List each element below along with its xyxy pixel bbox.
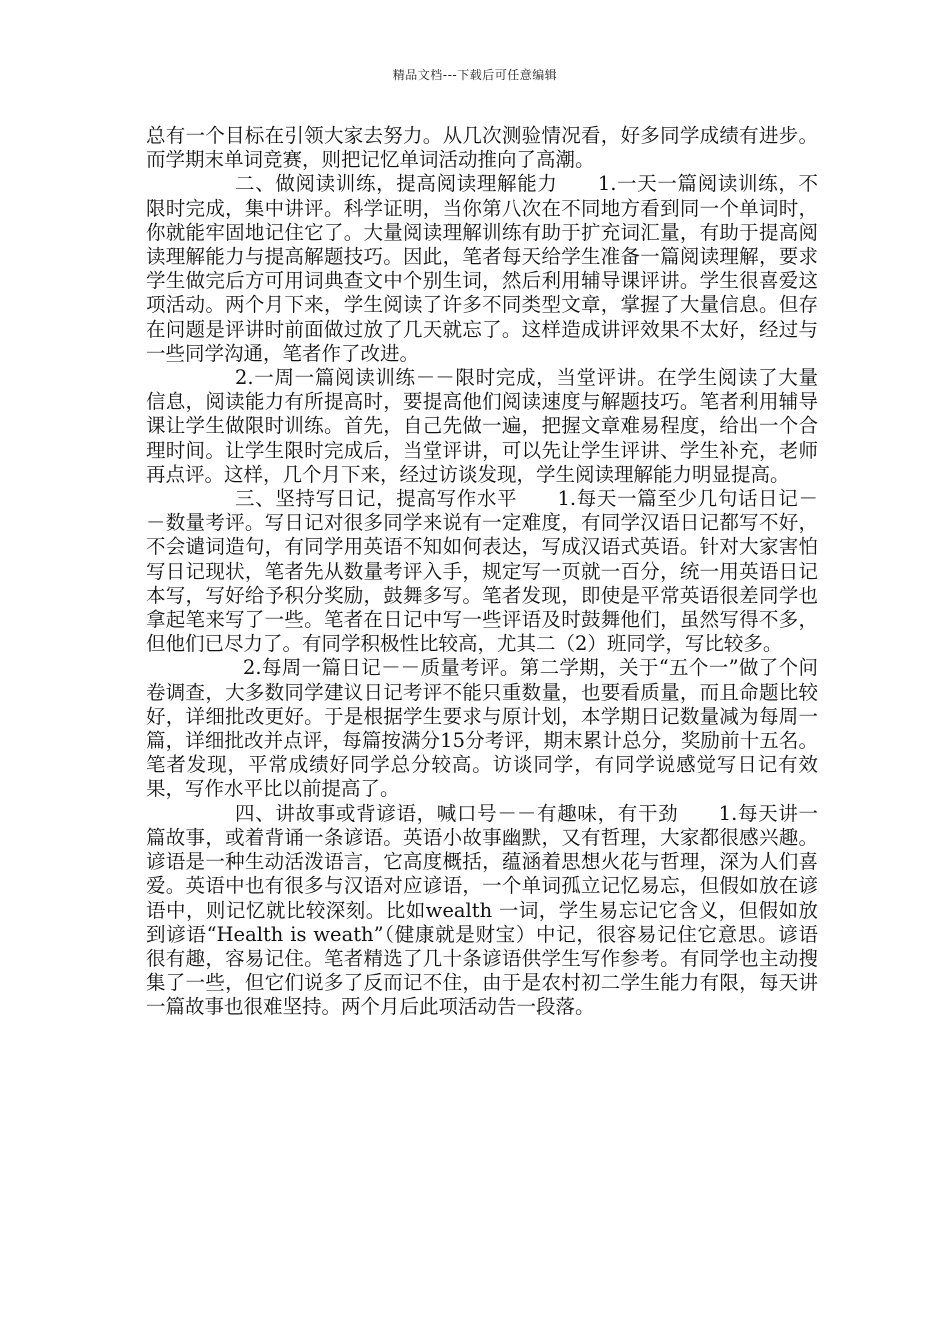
- paragraph-weekly-reading: 2.一周一篇阅读训练－－限时完成，当堂评讲。在学生阅读了大量信息，阅读能力有所提高时，要提高他们阅读速度与解题技巧。笔者利用辅导课让学生做限时训练。首先，自己先做一遍，把握文章难易程度，给出一个合理时间。让学生限时完成后，当堂评讲，可以先让学生评讲、学生补充，老师再点评。这样，几个月下来，经过访谈发现，学生阅读理解能力明显提高。: [146, 366, 818, 486]
- paragraph-weekly-diary: 2.每周一篇日记－－质量考评。第二学期，关于“五个一”做了个问卷调查，大多数同学建议日记考评不能只重数量，也要看质量，而且命题比较好，详细批改更好。于是根据学生要求与原计划，本学期日记数量减为每周一篇，详细批改并点评，每篇按满分15分考评，期末累计总分，奖励前十五名。笔者发现，平常成绩好同学总分较高。访谈同学，有同学说感觉写日记有效果，写作水平比以前提高了。: [146, 656, 818, 801]
- paragraph-section-reading: 二、做阅读训练，提高阅读理解能力 1.一天一篇阅读训练，不限时完成，集中讲评。科学证明，当你第八次在不同地方看到同一个单词时，你就能牢固地记住它了。大量阅读理解训练有助于扩充词汇量，有助于提高阅读理解能力与提高解题技巧。因此，笔者每天给学生准备一篇阅读理解，要求学生做完后方可用词典查文中个别生词，然后利用辅导课评讲。学生很喜爱这项活动。两个月下来，学生阅读了许多不同类型文章，掌握了大量信息。但存在问题是评讲时前面做过放了几天就忘了。这样造成讲评效果不太好，经过与一些同学沟通，笔者作了改进。: [146, 172, 818, 365]
- page-header: 精品文档---下载后可任意编辑: [392, 68, 558, 82]
- paragraph-section-diary: 三、坚持写日记，提高写作水平 1.每天一篇至少几句话日记－－数量考评。写日记对很多同学来说有一定难度，有同学汉语日记都写不好，不会谴词造句，有同学用英语不知如何表达，写成汉语式英语。针对大家害怕写日记现状，笔者先从数量考评入手，规定写一页就一百分，统一用英语日记本写，写好给予积分奖励，鼓舞多写。笔者发现，即使是平常英语很差同学也拿起笔来写了一些。笔者在日记中写一些评语及时鼓舞他们，虽然写得不多，但他们已尽力了。有同学积极性比较高，尤其二（2）班同学，写比较多。: [146, 487, 818, 656]
- paragraph-section-proverbs: 四、讲故事或背谚语，喊口号－－有趣味，有干劲 1.每天讲一篇故事，或着背诵一条谚语。英语小故事幽默，又有哲理，大家都很感兴趣。谚语是一种生动活泼语言，它高度概括，蕴涵着思想火花与哲理，深为人们喜爱。英语中也有很多与汉语对应谚语，一个单词孤立记忆易忘，但假如放在谚语中，则记忆就比较深刻。比如wealth 一词，学生易忘记它含义，但假如放到谚语“Health is weath”（健康就是财宝）中记，很容易记住它意思。谚语很有趣，容易记住。笔者精选了几十条谚语供学生写作参考。有同学也主动搜集了一些，但它们说多了反而记不住，由于是农村初二学生能力有限，每天讲一篇故事也很难坚持。两个月后此项活动告一段落。: [146, 801, 818, 1019]
- paragraph-continuation: 总有一个目标在引领大家去努力。从几次测验情况看，好多同学成绩有进步。而学期末单词竞赛，则把记忆单词活动推向了高潮。: [146, 124, 818, 172]
- document-body: [146, 124, 818, 1020]
